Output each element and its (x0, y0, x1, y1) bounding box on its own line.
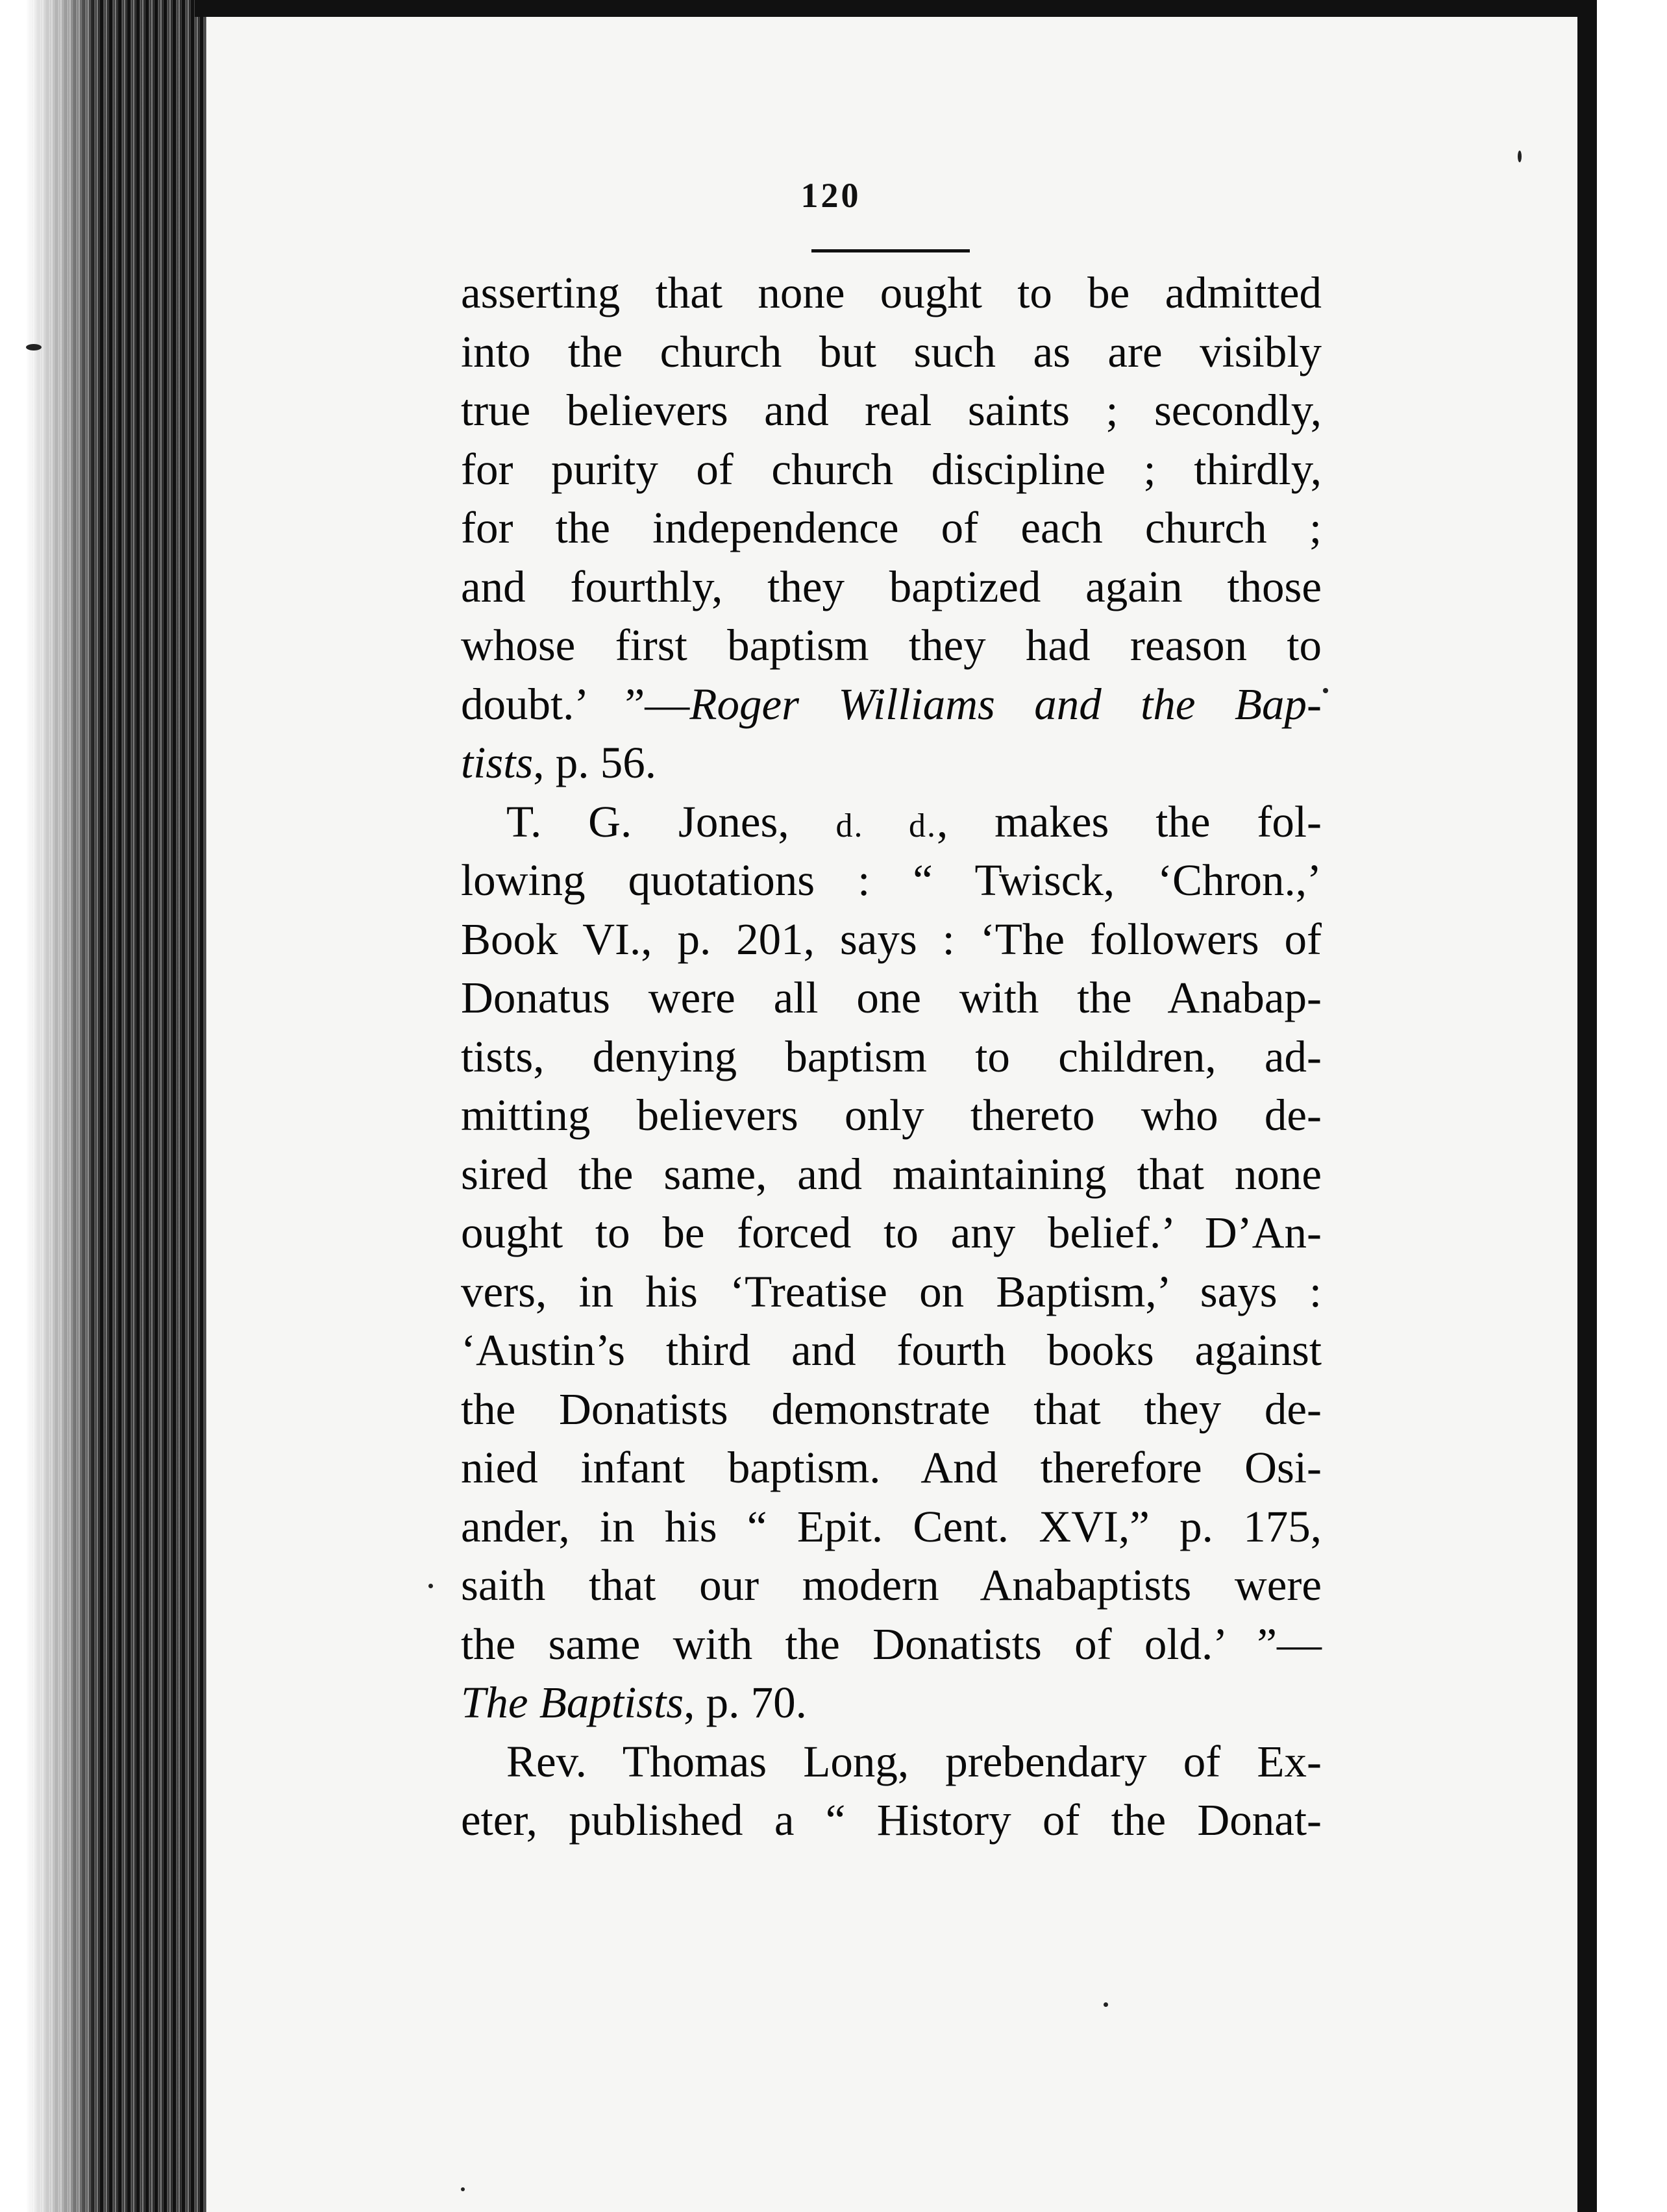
text-line (461, 1673, 1322, 1732)
text-line: tists, denying baptism to children, ad- (461, 1031, 1322, 1081)
scan-speck (428, 1584, 433, 1588)
text-line: and fourthly, they baptized again those (461, 561, 1322, 611)
text-line: the same with the Donatists of old.’ ”— (461, 1619, 1322, 1669)
text-run: , makes the fol- (937, 796, 1322, 846)
citation-title: Roger Williams and the Bap- (689, 679, 1322, 729)
citation-title: The Baptists (461, 1678, 684, 1727)
text-line: nied infant baptism. And therefore Osi- (461, 1443, 1322, 1492)
text-line: ought to be forced to any belief.’ D’An- (461, 1208, 1322, 1257)
header-rule (811, 249, 970, 252)
text-line: true believers and real saints ; secondly, (461, 386, 1322, 435)
text-line: mitting believers only thereto who de- (461, 1090, 1322, 1140)
text-line: sired the same, and maintaining that none (461, 1149, 1322, 1199)
body-text (461, 264, 1322, 1850)
text-run: , p. 56. (533, 738, 656, 787)
scan-speck (26, 344, 42, 350)
text-line: for purity of church discipline ; thirdly, (461, 444, 1322, 494)
text-line: eter, published a “ History of the Donat- (461, 1795, 1322, 1845)
text-line: the Donatists demonstrate that they de- (461, 1384, 1322, 1434)
facing-page-margin (1597, 0, 1667, 2212)
scan-speck (1104, 2002, 1108, 2007)
paragraph-start: Rev. Thomas Long, prebendary of Ex- (506, 1736, 1322, 1786)
text-run: , p. 70. (684, 1678, 807, 1727)
text-line: whose first baptism they had reason to (461, 621, 1322, 670)
text-line: Book VI., p. 201, says : ‘The followers of (461, 914, 1322, 964)
text-line: asserting that none ought to be admitted (461, 268, 1322, 317)
text-line (461, 675, 1322, 734)
book-page-edges-left (0, 0, 206, 2212)
text-run: doubt.’ ”— (461, 679, 690, 729)
text-line: ander, in his “ Epit. Cent. XVI,” p. 175, (461, 1501, 1322, 1551)
text-line: into the church but such as are visibly (461, 326, 1322, 376)
citation-title: tists (461, 738, 534, 787)
text-line: lowing quotations : “ Twisck, ‘Chron.,’ (461, 855, 1322, 905)
paragraph-start (461, 793, 1322, 852)
text-line: Donatus were all one with the Anabap- (461, 973, 1322, 1022)
scan-speck (1323, 688, 1328, 693)
scan-border-right (1577, 0, 1597, 2212)
text-line: ‘Austin’s third and fourth books against (461, 1325, 1322, 1375)
degree-abbreviation: d. d. (835, 807, 937, 844)
text-run: T. G. Jones, (506, 796, 836, 846)
scan-border-top (195, 0, 1590, 17)
text-line: for the independence of each church ; (461, 503, 1322, 552)
page-number: 120 (800, 176, 861, 215)
scan-speck (1518, 151, 1522, 162)
scan-speck (461, 2187, 465, 2191)
text-line: vers, in his ‘Treatise on Baptism,’ says : (461, 1266, 1322, 1316)
text-line: saith that our modern Anabaptists were (461, 1560, 1322, 1610)
text-line (461, 733, 1322, 793)
